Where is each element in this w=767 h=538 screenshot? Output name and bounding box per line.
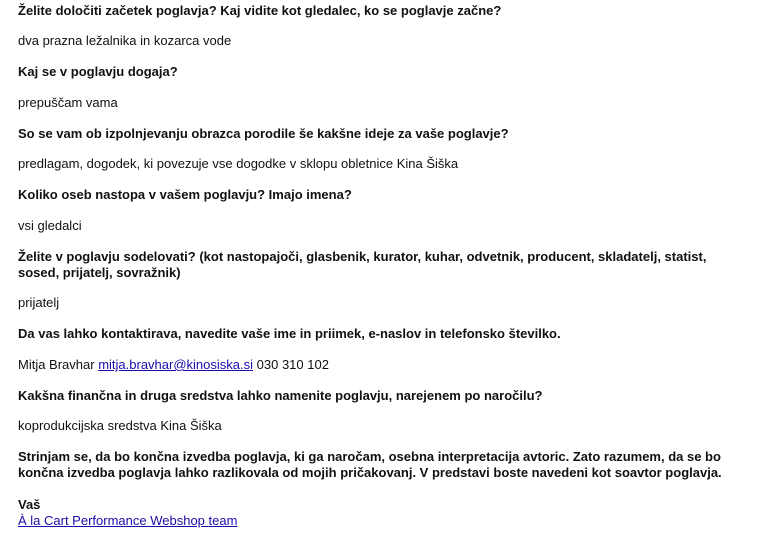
contact-name: Mitja Bravhar [18,357,95,372]
contact-phone: 030 310 102 [256,357,329,372]
question-performers: Koliko oseb nastopa v vašem poglavju? Imajo imena? [18,187,352,202]
contact-email-link[interactable]: mitja.bravhar@kinosiska.si [98,357,254,372]
answer-chapter-start: dva prazna ležalnika in kozarca vode [18,33,232,48]
question-chapter-events: Kaj se v poglavju dogaja? [18,64,178,79]
answer-performers: vsi gledalci [18,218,82,233]
question-funding: Kakšna finančna in druga sredstva lahko namenite poglavju, narejenem po naročilu? [18,388,543,403]
answer-funding: koprodukcijska sredstva Kina Šiška [18,418,222,433]
answer-participation: prijatelj [18,295,60,310]
agreement-text: Strinjam se, da bo končna izvedba poglavja, ki ga naročam, osebna interpretacija avtoric. Zato razumem, da se bo končna izvedba poglavja lahko razlikovala od mojih pričakovanj. V predstavi boste navedeni kot soavtor poglavja. [18,449,722,480]
signature-closing: Vaš [18,497,41,512]
answer-chapter-events: prepuščam vama [18,95,118,110]
question-participation: Želite v poglavju sodelovati? (kot nastopajoči, glasbenik, kurator, kuhar, odvetnik, producent, skladatelj, statist, sosed, prijatelj, sovražnik) [18,249,707,280]
question-contact: Da vas lahko kontaktirava, navedite vaše ime in priimek, e-naslov in telefonsko številko. [18,326,561,341]
team-link[interactable]: À la Cart Performance Webshop team [18,513,238,528]
question-chapter-start: Želite določiti začetek poglavja? Kaj vidite kot gledalec, ko se poglavje začne? [18,3,502,18]
answer-ideas: predlagam, dogodek, ki povezuje vse dogodke v sklopu obletnice Kina Šiška [18,156,459,171]
question-ideas: So se vam ob izpolnjevanju obrazca porodile še kakšne ideje za vaše poglavje? [18,126,509,141]
answer-contact [18,357,748,373]
